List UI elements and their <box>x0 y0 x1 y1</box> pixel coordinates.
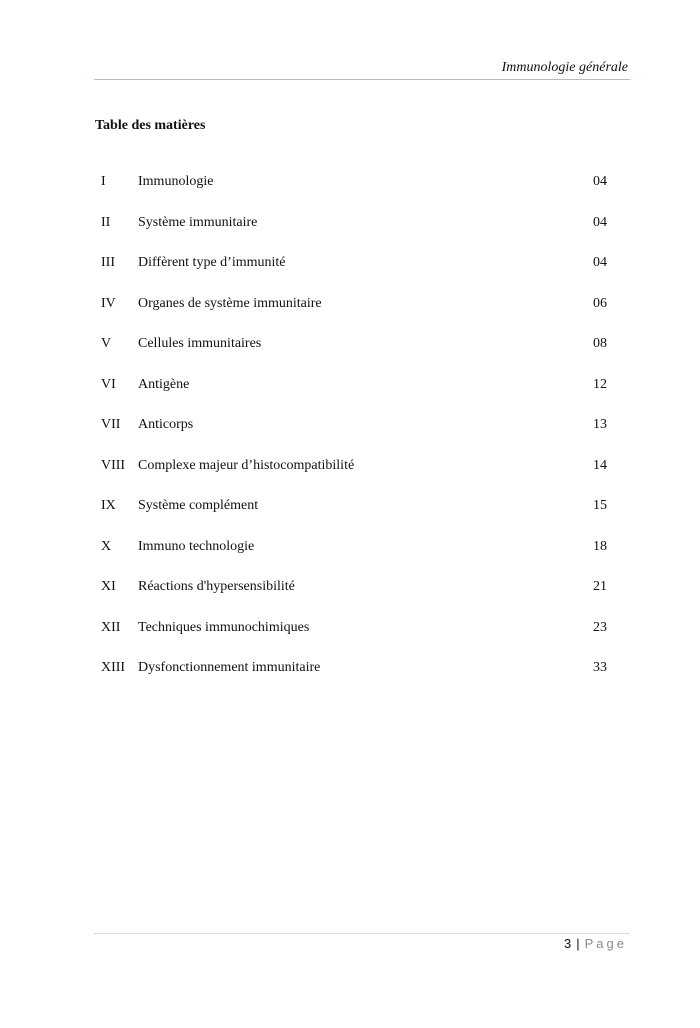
toc-entry-title: Anticorps <box>138 417 194 432</box>
toc-entry-number: VII <box>101 417 121 432</box>
toc-entry-title: Diffèrent type d’immunité <box>138 255 286 270</box>
toc-entry-number: V <box>101 336 112 351</box>
toc-entry-title: Immuno technologie <box>138 538 255 554</box>
toc-entry-xi <box>101 577 607 618</box>
toc-entry-i <box>101 172 607 213</box>
toc-entry-number: X <box>101 538 112 554</box>
toc-entry-number: I <box>101 174 106 189</box>
toc-entry-viii <box>101 456 607 497</box>
footer-separator: | <box>576 936 580 951</box>
toc-entry-v <box>101 334 607 375</box>
toc-entry-title: Antigène <box>138 376 190 392</box>
toc-entry-page: 04 <box>593 174 607 189</box>
footer-page-number: 3 <box>564 936 572 951</box>
toc-entry-number: VI <box>101 376 116 392</box>
toc-entry-title: Organes de système immunitaire <box>138 295 322 311</box>
toc-entry-page: 15 <box>593 498 607 513</box>
toc-entry-number: IX <box>101 498 116 513</box>
toc-entry-xiii <box>101 658 607 699</box>
toc-entry-number: XII <box>101 619 121 635</box>
toc-entry-number: II <box>101 214 111 230</box>
toc-entry-page: 04 <box>593 255 607 270</box>
toc-entry-title: Système immunitaire <box>138 214 258 230</box>
page-footer <box>564 936 627 951</box>
running-header-title: Immunologie générale <box>501 60 628 75</box>
toc-entry-page: 13 <box>593 417 607 432</box>
toc-entry-number: III <box>101 255 115 270</box>
toc-heading: Table des matières <box>95 118 206 133</box>
toc-entry-ix <box>101 496 607 537</box>
toc-entry-page: 23 <box>593 619 607 635</box>
toc-entry-page: 04 <box>593 214 607 230</box>
toc-entry-page: 14 <box>593 457 607 473</box>
toc-entry-number: XI <box>101 579 116 594</box>
toc-entry-x <box>101 537 607 578</box>
toc-entry-vii <box>101 415 607 456</box>
toc-entry-page: 33 <box>593 660 607 675</box>
toc-entry-title: Cellules immunitaires <box>138 336 262 351</box>
toc-entry-number: XIII <box>101 660 126 675</box>
toc-entry-title: Complexe majeur d’histocompatibilité <box>138 457 355 473</box>
toc-entry-title: Immunologie <box>138 174 214 189</box>
toc-entry-title: Techniques immunochimiques <box>138 619 310 635</box>
toc-entry-vi <box>101 375 607 416</box>
toc-entry-xii <box>101 618 607 659</box>
toc-entry-page: 12 <box>593 376 607 392</box>
toc-entry-title: Réactions d'hypersensibilité <box>138 579 295 594</box>
toc-entry-page: 18 <box>593 538 607 554</box>
toc-entry-number: IV <box>101 295 116 311</box>
toc-entry-title: Dysfonctionnement immunitaire <box>138 660 321 675</box>
toc-list <box>101 172 607 699</box>
header-divider <box>94 79 630 80</box>
toc-entry-iii <box>101 253 607 294</box>
footer-page-word: Page <box>584 936 627 951</box>
footer-divider <box>94 933 630 934</box>
toc-entry-iv <box>101 294 607 335</box>
toc-entry-page: 06 <box>593 295 607 311</box>
toc-entry-ii <box>101 213 607 254</box>
toc-entry-page: 21 <box>593 579 607 594</box>
toc-entry-number: VIII <box>101 457 126 473</box>
toc-entry-title: Système complément <box>138 498 259 513</box>
toc-entry-page: 08 <box>593 336 607 351</box>
